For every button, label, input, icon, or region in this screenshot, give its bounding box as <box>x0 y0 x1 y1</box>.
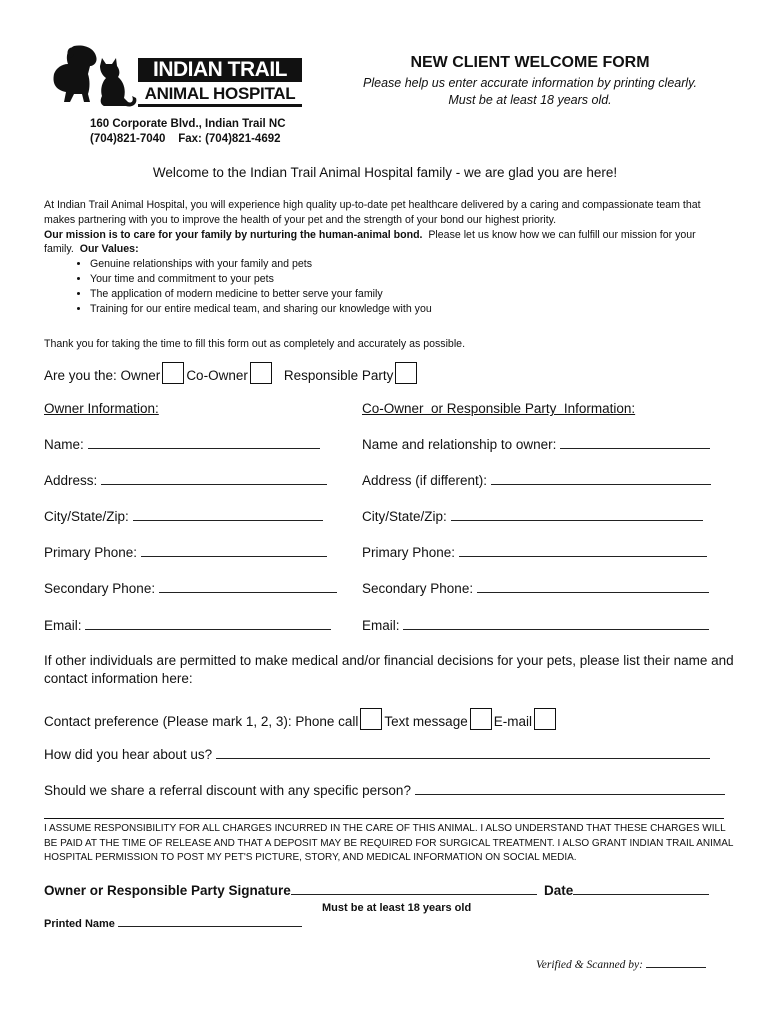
input-line[interactable] <box>646 957 706 968</box>
subtitle-line-1: Please help us enter accurate information by printing clearly. <box>363 76 697 90</box>
input-line[interactable] <box>216 746 710 759</box>
intro-section <box>44 198 734 316</box>
logo-subtitle: ANIMAL HOSPITAL <box>138 84 302 107</box>
coowner-name-field[interactable] <box>362 436 710 452</box>
input-line[interactable] <box>88 436 320 449</box>
divider <box>44 818 724 819</box>
email-label: E-mail <box>493 714 532 729</box>
phone-call-checkbox[interactable] <box>360 708 382 730</box>
field-label: Printed Name <box>44 918 115 930</box>
value-item: • Training for our entire medical team, and sharing our knowledge with you <box>90 302 734 317</box>
responsible-label: Responsible Party <box>283 368 394 383</box>
field-label: Email: <box>362 618 400 633</box>
owner-checkbox[interactable] <box>162 362 184 384</box>
form-title: NEW CLIENT WELCOME FORM <box>410 54 650 71</box>
referral-field[interactable] <box>44 782 725 798</box>
date-field[interactable] <box>544 882 709 898</box>
field-label: Owner or Responsible Party Signature <box>44 883 291 898</box>
field-label: Date <box>544 883 574 898</box>
welcome-line: Welcome to the Indian Trail Animal Hospital family - we are glad you are here! <box>152 165 618 180</box>
input-line[interactable] <box>573 882 709 895</box>
signature-field[interactable] <box>44 882 537 898</box>
text-message-checkbox[interactable] <box>470 708 492 730</box>
dog-and-cat-logo-icon <box>44 44 140 108</box>
input-line[interactable] <box>491 472 711 485</box>
values-list <box>44 257 734 316</box>
mission-statement: Our mission is to care for your family by nurturing the human-animal bond. <box>44 228 423 241</box>
input-line[interactable] <box>159 580 337 593</box>
field-label: Primary Phone: <box>362 545 456 560</box>
text-message-label: Text message <box>384 714 468 729</box>
mission-paragraph <box>44 228 734 258</box>
contact-prompt: Contact preference (Please mark 1, 2, 3): Phone call <box>44 714 359 729</box>
coowner-secondary-phone-field[interactable] <box>362 580 709 596</box>
verified-scanned-field[interactable] <box>536 957 706 971</box>
printed-name-field[interactable] <box>44 916 302 930</box>
input-line[interactable] <box>403 617 709 630</box>
field-label: City/State/Zip: <box>362 509 447 524</box>
address-line: 160 Corporate Blvd., Indian Trail NC <box>90 118 286 130</box>
field-label: Secondary Phone: <box>44 581 156 596</box>
input-line[interactable] <box>133 508 323 521</box>
field-label: Name: <box>44 437 84 452</box>
owner-city-field[interactable] <box>44 508 323 524</box>
responsible-party-checkbox[interactable] <box>395 362 417 384</box>
values-label: Our Values: <box>79 243 139 256</box>
form-subtitle <box>340 75 720 109</box>
input-line[interactable] <box>459 544 707 557</box>
clinic-address <box>90 117 286 147</box>
owner-info-heading: Owner Information: <box>44 401 159 416</box>
other-decision-makers-note: If other individuals are permitted to make medical and/or financial decisions for your pets, please list their name and contact information here: <box>44 653 734 686</box>
field-label: Email: <box>44 618 82 633</box>
age-note: Must be at least 18 years old <box>322 902 472 914</box>
logo-name: INDIAN TRAIL <box>138 58 302 82</box>
owner-address-field[interactable] <box>44 472 327 488</box>
field-label: Address: <box>44 473 98 488</box>
coowner-info-heading: Co-Owner or Responsible Party Information: <box>362 401 636 416</box>
subtitle-line-2: Must be at least 18 years old. <box>448 93 612 107</box>
contact-preference-row <box>44 708 558 730</box>
input-line[interactable] <box>101 472 327 485</box>
input-line[interactable] <box>291 882 537 895</box>
coowner-city-field[interactable] <box>362 508 703 524</box>
phone-fax-line: (704)821-7040 Fax: (704)821-4692 <box>90 133 281 145</box>
field-label: Verified & Scanned by: <box>536 959 643 971</box>
thanks-note: Thank you for taking the time to fill this form out as completely and accurately as possible. <box>44 338 466 350</box>
field-label: Primary Phone: <box>44 545 138 560</box>
input-line[interactable] <box>451 508 703 521</box>
field-label: City/State/Zip: <box>44 509 129 524</box>
field-label: Secondary Phone: <box>362 581 474 596</box>
coowner-email-field[interactable] <box>362 617 709 633</box>
mission-rest: Please let us know how we can fulfill our mission for your family. <box>44 228 699 256</box>
input-line[interactable] <box>141 544 327 557</box>
coowner-address-field[interactable] <box>362 472 711 488</box>
owner-name-field[interactable] <box>44 436 320 452</box>
owner-secondary-phone-field[interactable] <box>44 580 337 596</box>
hear-about-us-field[interactable] <box>44 746 710 762</box>
input-line[interactable] <box>560 436 710 449</box>
input-line[interactable] <box>415 782 725 795</box>
owner-primary-phone-field[interactable] <box>44 544 327 560</box>
field-label: Address (if different): <box>362 473 488 488</box>
coowner-primary-phone-field[interactable] <box>362 544 707 560</box>
value-item: • The application of modern medicine to better serve your family <box>90 287 734 302</box>
logo <box>44 44 304 108</box>
responsibility-statement: I ASSUME RESPONSIBILITY FOR ALL CHARGES INCURRED IN THE CARE OF THIS ANIMAL. I ALSO UNDERSTAND THAT THESE CHARGES WILL BE PAID AT THE TIME OF RELEASE AND THAT A DEPOSIT MAY BE REQUIRED FOR SURGICAL TREATMENT. I ALSO GRANT INDIAN TRAIL ANIMAL HOSPITAL PERMISSION TO POST MY PET'S PICTURE, STORY, AND MEDICAL INFORMATION ON SOCIAL MEDIA. <box>44 823 734 863</box>
email-checkbox[interactable] <box>534 708 556 730</box>
value-item: • Genuine relationships with your family and pets <box>90 257 734 272</box>
field-label: Name and relationship to owner: <box>362 437 557 452</box>
field-label: Should we share a referral discount with any specific person? <box>44 783 411 798</box>
owner-email-field[interactable] <box>44 617 331 633</box>
value-item: • Your time and commitment to your pets <box>90 272 734 287</box>
coowner-checkbox[interactable] <box>250 362 272 384</box>
intro-paragraph: At Indian Trail Animal Hospital, you will experience high quality up-to-date pet healthcare delivered by a caring and compassionate team that makes partnering with you to improve the health of your pet and the strength of your bond our highest priority. <box>44 199 701 226</box>
coowner-label: Co-Owner <box>186 368 248 383</box>
role-prompt: Are you the: Owner <box>44 368 161 383</box>
input-line[interactable] <box>118 916 302 927</box>
input-line[interactable] <box>477 580 709 593</box>
role-row <box>44 362 419 384</box>
input-line[interactable] <box>85 617 331 630</box>
field-label: How did you hear about us? <box>44 747 213 762</box>
